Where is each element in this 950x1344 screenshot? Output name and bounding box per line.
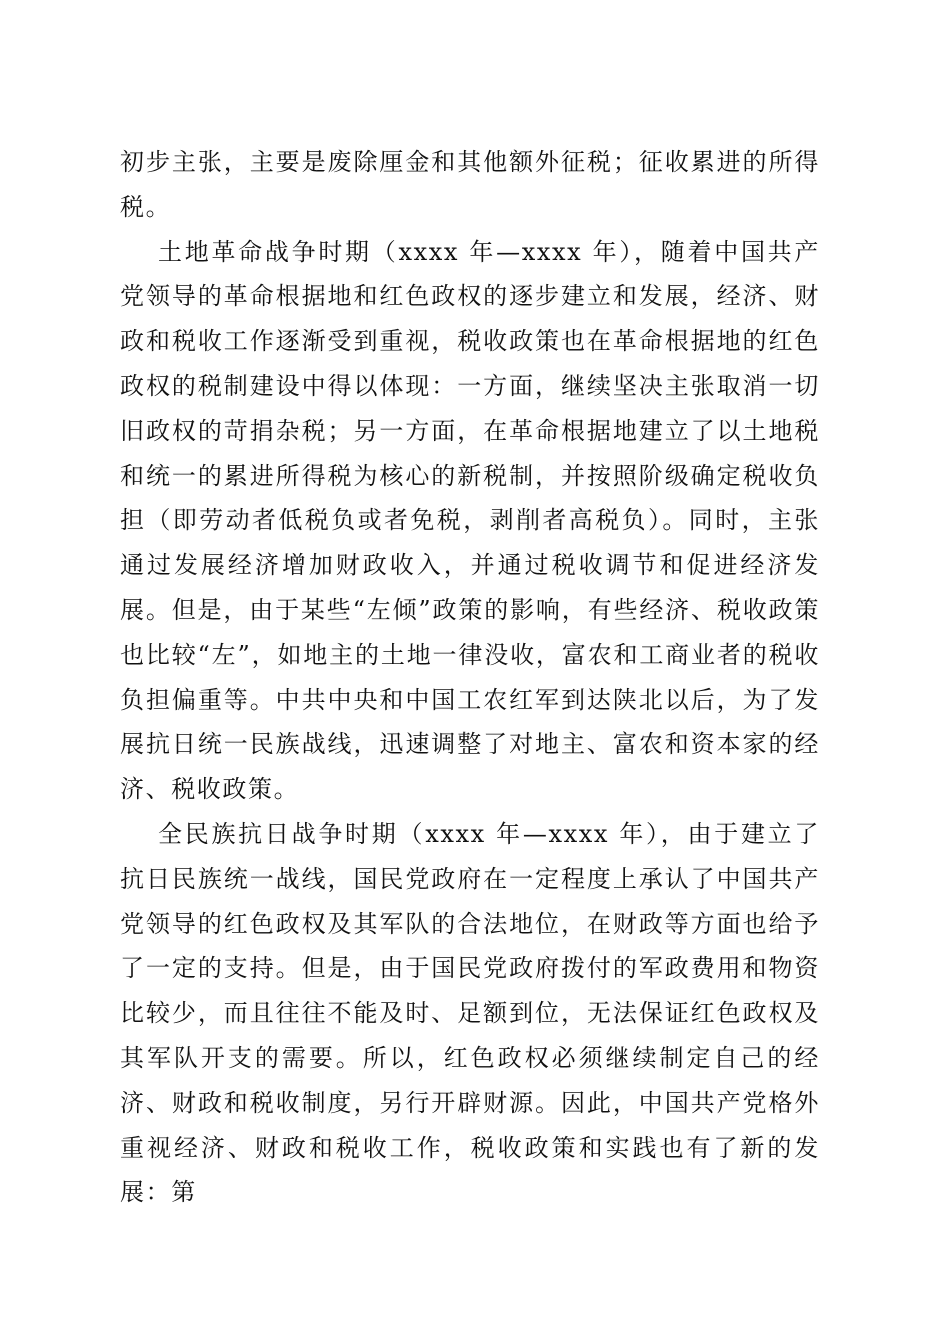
paragraph-anti-japanese-war: 全民族抗日战争时期（xxxx 年—xxxx 年），由于建立了抗日民族统一战线，国民党政府在一定程度上承认了中国共产党领导的红色政权及其军队的合法地位，在财政等方面也给予了一定的支持。但是，由于国民党政府拨付的军政费用和物资比较少，而且往往不能及时、足额到位，无法保证红色政权及其军队开支的需要。所以，红色政权必须继续制定自己的经济、财政和税收制度，另行开辟财源。因此，中国共产党格外重视经济、财政和税收工作，税收政策和实践也有了新的发展：第	[120, 819, 820, 1207]
paragraph-continuation: 初步主张，主要是废除厘金和其他额外征税；征收累进的所得税。	[120, 148, 820, 221]
paragraph-agrarian-revolution: 土地革命战争时期（xxxx 年—xxxx 年），随着中国共产党领导的革命根据地和红色政权的逐步建立和发展，经济、财政和税收工作逐渐受到重视，税收政策也在革命根据地的红色政权的税制建设中得以体现：一方面，继续坚决主张取消一切旧政权的苛捐杂税；另一方面，在革命根据地建立了以土地税和统一的累进所得税为核心的新税制，并按照阶级确定税收负担（即劳动者低税负或者免税，剥削者高税负）。同时，主张通过发展经济增加财政收入，并通过税收调节和促进经济发展。但是，由于某些“左倾”政策的影响，有些经济、税收政策也比较“左”，如地主的土地一律没收，富农和工商业者的税收负担偏重等。中共中央和中国工农红军到达陕北以后，为了发展抗日统一民族战线，迅速调整了对地主、富农和资本家的经济、税收政策。	[120, 237, 820, 804]
document-body	[120, 140, 820, 1215]
